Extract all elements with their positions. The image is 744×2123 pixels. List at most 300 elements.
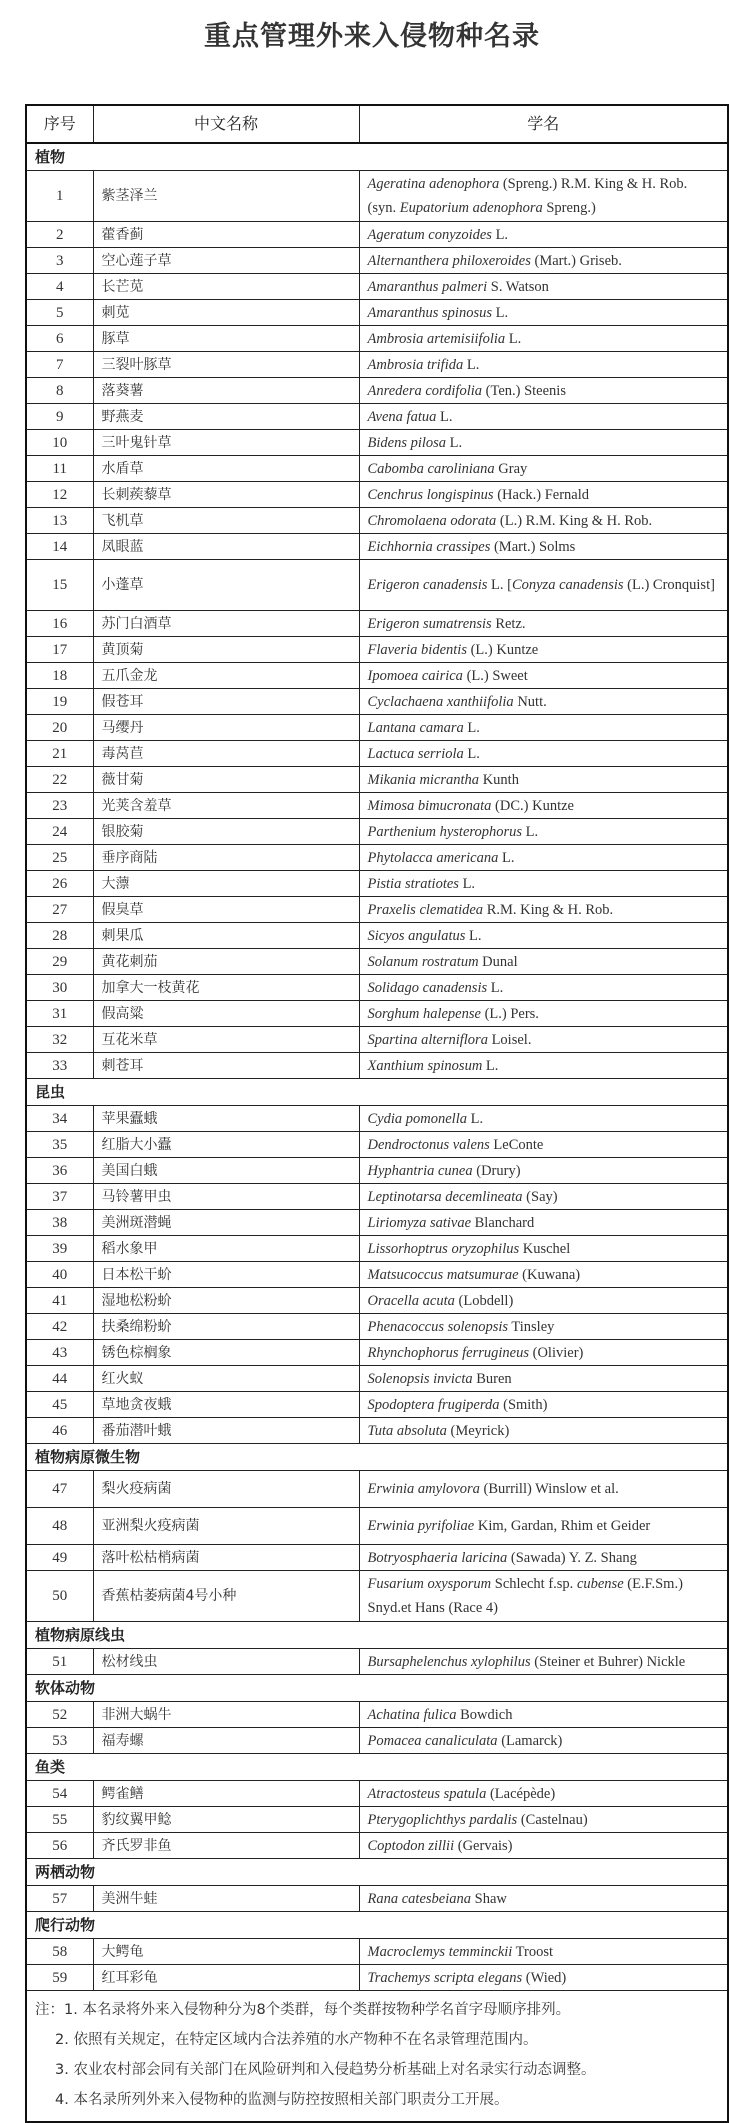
scientific-name-italic: Hyphantria cunea — [367, 1162, 473, 1179]
serial-number: 23 — [26, 793, 93, 819]
scientific-name-author: (L.) Kuntze — [466, 641, 539, 658]
scientific-name — [359, 1001, 728, 1027]
scientific-name-italic: Lissorhoptrus oryzophilus — [367, 1240, 520, 1257]
table-row — [26, 1236, 728, 1262]
chinese-name: 香蕉枯萎病菌4号小种 — [93, 1571, 359, 1622]
scientific-name-italic: Pistia stratiotes — [367, 875, 459, 892]
serial-number: 45 — [26, 1392, 93, 1418]
scientific-name-author: Retz. — [491, 615, 526, 632]
chinese-name: 互花米草 — [93, 1027, 359, 1053]
scientific-name — [359, 819, 728, 845]
chinese-name: 黄花刺茄 — [93, 949, 359, 975]
serial-number: 55 — [26, 1807, 93, 1833]
chinese-name: 加拿大一枝黄花 — [93, 975, 359, 1001]
table-row — [26, 819, 728, 845]
scientific-name-author: L. — [491, 226, 509, 243]
serial-number: 22 — [26, 767, 93, 793]
scientific-name-italic: Spartina alterniflora — [367, 1031, 488, 1048]
table-row — [26, 663, 728, 689]
scientific-name-author: (DC.) Kuntze — [491, 797, 574, 814]
serial-number: 6 — [26, 326, 93, 352]
scientific-name-italic: Mimosa bimucronata — [367, 797, 492, 814]
scientific-name-author: Spreng.) — [542, 200, 596, 216]
serial-number: 42 — [26, 1314, 93, 1340]
scientific-name-italic: Erwinia amylovora — [367, 1481, 480, 1497]
serial-number: 5 — [26, 300, 93, 326]
scientific-name — [359, 1027, 728, 1053]
scientific-name — [359, 923, 728, 949]
category-row — [26, 1444, 728, 1471]
chinese-name: 薇甘菊 — [93, 767, 359, 793]
table-row — [26, 1027, 728, 1053]
scientific-name — [359, 1210, 728, 1236]
table-row — [26, 897, 728, 923]
chinese-name: 大鳄龟 — [93, 1939, 359, 1965]
serial-number: 32 — [26, 1027, 93, 1053]
scientific-name — [359, 456, 728, 482]
scientific-name-author: L. — [498, 849, 515, 866]
chinese-name: 齐氏罗非鱼 — [93, 1833, 359, 1859]
scientific-name-italic: Tuta absoluta — [367, 1422, 447, 1439]
scientific-name-author: (Lobdell) — [454, 1292, 514, 1309]
note-line: 3. 农业农村部会同有关部门在风险研判和入侵趋势分析基础上对名录实行动态调整。 — [55, 2062, 596, 2078]
table-row — [26, 1939, 728, 1965]
scientific-name-italic: Cabomba caroliniana — [367, 460, 495, 477]
serial-number: 2 — [26, 222, 93, 248]
table-row — [26, 611, 728, 637]
scientific-name-author: L. — [463, 356, 480, 373]
scientific-name-italic: Parthenium hysterophorus — [367, 823, 523, 840]
table-row — [26, 845, 728, 871]
scientific-name-italic: Dendroctonus valens — [367, 1136, 490, 1153]
serial-number: 20 — [26, 715, 93, 741]
category-label: 爬行动物 — [26, 1912, 728, 1939]
scientific-name-italic: Bidens pilosa — [367, 434, 447, 451]
category-row — [26, 1754, 728, 1781]
scientific-name — [359, 1886, 728, 1912]
category-label: 植物 — [26, 143, 728, 171]
chinese-name: 美洲斑潜蝇 — [93, 1210, 359, 1236]
scientific-name — [359, 300, 728, 326]
scientific-name-author: S. Watson — [487, 278, 549, 295]
scientific-name-italic: Cenchrus longispinus — [367, 486, 494, 503]
scientific-name — [359, 248, 728, 274]
scientific-name-author: (L.) Pers. — [480, 1005, 539, 1022]
chinese-name: 五爪金龙 — [93, 663, 359, 689]
chinese-name: 长芒苋 — [93, 274, 359, 300]
chinese-name: 毒莴苣 — [93, 741, 359, 767]
scientific-name-author: (Drury) — [472, 1162, 521, 1179]
table-body — [26, 143, 728, 2122]
category-label: 昆虫 — [26, 1079, 728, 1106]
scientific-name-author: (Gervais) — [454, 1837, 513, 1854]
table-row — [26, 274, 728, 300]
serial-number: 30 — [26, 975, 93, 1001]
table-row — [26, 1366, 728, 1392]
scientific-name-author: L. — [465, 927, 482, 944]
serial-number: 56 — [26, 1833, 93, 1859]
table-row — [26, 1807, 728, 1833]
table-row — [26, 508, 728, 534]
category-row — [26, 1622, 728, 1649]
note-line: 2. 依照有关规定，在特定区域内合法养殖的水产物种不在名录管理范围内。 — [55, 2032, 538, 2048]
scientific-name — [359, 897, 728, 923]
category-label: 植物病原微生物 — [26, 1444, 728, 1471]
scientific-name-italic: Alternanthera philoxeroides — [367, 252, 531, 269]
scientific-name-author: (L.) Cronquist] — [623, 577, 715, 593]
category-row — [26, 1675, 728, 1702]
scientific-name-author: (Ten.) Steenis — [482, 382, 566, 399]
scientific-name — [359, 1106, 728, 1132]
chinese-name: 锈色棕榈象 — [93, 1340, 359, 1366]
scientific-name-author: (Kuwana) — [518, 1266, 581, 1283]
chinese-name: 美国白蛾 — [93, 1158, 359, 1184]
chinese-name: 凤眼蓝 — [93, 534, 359, 560]
table-row — [26, 1132, 728, 1158]
scientific-name-author: L. — [491, 304, 509, 321]
scientific-name — [359, 1965, 728, 1991]
table-row — [26, 1886, 728, 1912]
scientific-name-author: Kim, Gardan, Rhim et Geider — [474, 1518, 651, 1534]
chinese-name: 湿地松粉蚧 — [93, 1288, 359, 1314]
note-line: 4. 本名录所列外来入侵物种的监测与防控按照相关部门职责分工开展。 — [55, 2092, 509, 2108]
scientific-name — [359, 378, 728, 404]
chinese-name: 小蓬草 — [93, 560, 359, 611]
scientific-name-italic: Botryosphaeria laricina — [367, 1549, 508, 1566]
scientific-name — [359, 637, 728, 663]
scientific-name — [359, 1314, 728, 1340]
table-row — [26, 1965, 728, 1991]
serial-number: 15 — [26, 560, 93, 611]
scientific-name-italic: Solanum rostratum — [367, 953, 479, 970]
chinese-name: 美洲牛蛙 — [93, 1886, 359, 1912]
table-header — [26, 105, 728, 143]
chinese-name: 豹纹翼甲鲶 — [93, 1807, 359, 1833]
scientific-name — [359, 1236, 728, 1262]
page-title: 重点管理外来入侵物种名录 — [204, 21, 540, 52]
chinese-name: 马缨丹 — [93, 715, 359, 741]
chinese-name: 落叶松枯梢病菌 — [93, 1545, 359, 1571]
scientific-name — [359, 611, 728, 637]
chinese-name: 假臭草 — [93, 897, 359, 923]
scientific-name — [359, 715, 728, 741]
serial-number: 11 — [26, 456, 93, 482]
table-row — [26, 637, 728, 663]
scientific-name — [359, 871, 728, 897]
scientific-name-italic: Anredera cordifolia — [367, 382, 483, 399]
scientific-name-italic: Erigeron canadensis — [367, 577, 488, 593]
scientific-name-italic: Amaranthus spinosus — [367, 304, 492, 321]
serial-number: 8 — [26, 378, 93, 404]
scientific-name-italic: Cyclachaena xanthiifolia — [367, 693, 514, 710]
scientific-name — [359, 1053, 728, 1079]
scientific-name-italic: Liriomyza sativae — [367, 1214, 472, 1231]
scientific-name-italic: Praxelis clematidea — [367, 901, 484, 918]
table-row — [26, 1184, 728, 1210]
scientific-name-author: L. — [458, 875, 476, 892]
scientific-name-author: (Burrill) Winslow et al. — [479, 1481, 619, 1497]
serial-number: 16 — [26, 611, 93, 637]
scientific-name-italic: Solidago canadensis — [367, 979, 488, 996]
scientific-name-author: (Meyrick) — [446, 1422, 510, 1439]
table-row — [26, 1728, 728, 1754]
scientific-name-author: (Smith) — [499, 1396, 548, 1413]
scientific-name-author: L. — [446, 434, 463, 451]
table-row — [26, 1508, 728, 1545]
category-label: 两栖动物 — [26, 1859, 728, 1886]
scientific-name-italic: Solenopsis invicta — [367, 1370, 473, 1387]
scientific-name-author: L. [ — [487, 577, 512, 593]
table-row — [26, 793, 728, 819]
chinese-name: 福寿螺 — [93, 1728, 359, 1754]
scientific-name-author: (Spreng.) R.M. King & H. Rob. (syn. — [367, 176, 688, 216]
serial-number: 53 — [26, 1728, 93, 1754]
scientific-name — [359, 1158, 728, 1184]
scientific-name-author: Tinsley — [508, 1318, 555, 1335]
scientific-name-author: (Wied) — [522, 1969, 567, 1986]
serial-number: 17 — [26, 637, 93, 663]
scientific-name — [359, 845, 728, 871]
chinese-name: 马铃薯甲虫 — [93, 1184, 359, 1210]
scientific-name — [359, 741, 728, 767]
scientific-name-author: Blanchard — [471, 1214, 535, 1231]
scientific-name-italic: Fusarium oxysporum — [367, 1576, 492, 1592]
serial-number: 13 — [26, 508, 93, 534]
serial-number: 26 — [26, 871, 93, 897]
header-sci: 学名 — [359, 105, 728, 143]
category-row — [26, 1859, 728, 1886]
chinese-name: 黄顶菊 — [93, 637, 359, 663]
scientific-name — [359, 1649, 728, 1675]
scientific-name — [359, 1132, 728, 1158]
serial-number: 57 — [26, 1886, 93, 1912]
table-row — [26, 378, 728, 404]
scientific-name-italic: Pomacea canaliculata — [367, 1732, 498, 1749]
scientific-name — [359, 1471, 728, 1508]
table-row — [26, 1833, 728, 1859]
chinese-name: 三叶鬼针草 — [93, 430, 359, 456]
scientific-name-author: L. — [436, 408, 453, 425]
table-row — [26, 923, 728, 949]
scientific-name — [359, 1781, 728, 1807]
scientific-name-author: L. — [505, 330, 522, 347]
scientific-name — [359, 1807, 728, 1833]
scientific-name — [359, 663, 728, 689]
chinese-name: 草地贪夜蛾 — [93, 1392, 359, 1418]
scientific-name — [359, 508, 728, 534]
scientific-name — [359, 1418, 728, 1444]
scientific-name-italic: Eichhornia crassipes — [367, 538, 491, 555]
scientific-name — [359, 534, 728, 560]
serial-number: 41 — [26, 1288, 93, 1314]
scientific-name-italic: Spodoptera frugiperda — [367, 1396, 500, 1413]
table-row — [26, 1392, 728, 1418]
scientific-name — [359, 1366, 728, 1392]
chinese-name: 大薸 — [93, 871, 359, 897]
scientific-name — [359, 1728, 728, 1754]
serial-number: 46 — [26, 1418, 93, 1444]
scientific-name-author: L. — [522, 823, 539, 840]
scientific-name-author: Bowdich — [456, 1706, 513, 1723]
scientific-name-italic: Oracella acuta — [367, 1292, 455, 1309]
chinese-name: 光荚含羞草 — [93, 793, 359, 819]
scientific-name-italic: Sorghum halepense — [367, 1005, 481, 1022]
scientific-name-italic: Ambrosia trifida — [367, 356, 464, 373]
scientific-name-italic: Rhynchophorus ferrugineus — [367, 1344, 529, 1361]
scientific-name — [359, 274, 728, 300]
scientific-name-author: Shaw — [471, 1890, 507, 1907]
scientific-name-italic: Flaveria bidentis — [367, 641, 467, 658]
scientific-name-author: L. — [487, 979, 504, 996]
chinese-name: 飞机草 — [93, 508, 359, 534]
chinese-name: 长刺蒺藜草 — [93, 482, 359, 508]
chinese-name: 紫茎泽兰 — [93, 171, 359, 222]
chinese-name: 松材线虫 — [93, 1649, 359, 1675]
scientific-name — [359, 1939, 728, 1965]
scientific-name-author: Schlecht f.sp. — [491, 1576, 577, 1592]
scientific-name — [359, 1288, 728, 1314]
serial-number: 1 — [26, 171, 93, 222]
table-row — [26, 1545, 728, 1571]
scientific-name-italic: Leptinotarsa decemlineata — [367, 1188, 523, 1205]
table-row — [26, 1340, 728, 1366]
table-row — [26, 171, 728, 222]
serial-number: 31 — [26, 1001, 93, 1027]
serial-number: 50 — [26, 1571, 93, 1622]
serial-number: 12 — [26, 482, 93, 508]
serial-number: 21 — [26, 741, 93, 767]
serial-number: 28 — [26, 923, 93, 949]
chinese-name: 日本松干蚧 — [93, 1262, 359, 1288]
scientific-name — [359, 1702, 728, 1728]
table-row — [26, 715, 728, 741]
chinese-name: 银胶菊 — [93, 819, 359, 845]
scientific-name-author: Dunal — [478, 953, 518, 970]
scientific-name — [359, 326, 728, 352]
scientific-name-italic: Phytolacca americana — [367, 849, 499, 866]
serial-number: 7 — [26, 352, 93, 378]
scientific-name-italic: Ageratum conyzoides — [367, 226, 492, 243]
scientific-name-author: (Say) — [522, 1188, 558, 1205]
scientific-name — [359, 560, 728, 611]
chinese-name: 水盾草 — [93, 456, 359, 482]
serial-number: 51 — [26, 1649, 93, 1675]
chinese-name: 藿香蓟 — [93, 222, 359, 248]
scientific-name-author: L. — [463, 719, 480, 736]
scientific-name-italic: Conyza canadensis — [511, 577, 624, 593]
scientific-name-author: (Lacépède) — [486, 1785, 556, 1802]
category-label: 鱼类 — [26, 1754, 728, 1781]
table-row — [26, 560, 728, 611]
table-row — [26, 326, 728, 352]
serial-number: 19 — [26, 689, 93, 715]
scientific-name-italic: Pterygoplichthys pardalis — [367, 1811, 518, 1828]
scientific-name-author: Troost — [512, 1943, 554, 1960]
table-row — [26, 430, 728, 456]
serial-number: 58 — [26, 1939, 93, 1965]
chinese-name: 空心莲子草 — [93, 248, 359, 274]
scientific-name-italic: Sicyos angulatus — [367, 927, 466, 944]
scientific-name-author: (Lamarck) — [497, 1732, 563, 1749]
serial-number: 24 — [26, 819, 93, 845]
scientific-name-author: Buren — [472, 1370, 512, 1387]
scientific-name-italic: Matsucoccus matsumurae — [367, 1266, 519, 1283]
serial-number: 10 — [26, 430, 93, 456]
scientific-name-italic: Macroclemys temminckii — [367, 1943, 513, 1960]
scientific-name — [359, 689, 728, 715]
table-row — [26, 248, 728, 274]
serial-number: 37 — [26, 1184, 93, 1210]
scientific-name-italic: Avena fatua — [367, 408, 437, 425]
chinese-name: 假高粱 — [93, 1001, 359, 1027]
scientific-name-author: Loisel. — [487, 1031, 532, 1048]
table-row — [26, 1106, 728, 1132]
category-label: 软体动物 — [26, 1675, 728, 1702]
table-row — [26, 352, 728, 378]
table-row — [26, 689, 728, 715]
table-row — [26, 1053, 728, 1079]
table-row — [26, 1210, 728, 1236]
table-row — [26, 1781, 728, 1807]
table-row — [26, 222, 728, 248]
chinese-name: 扶桑绵粉蚧 — [93, 1314, 359, 1340]
scientific-name — [359, 1340, 728, 1366]
scientific-name-author: (Castelnau) — [517, 1811, 588, 1828]
scientific-name-author: (Hack.) Fernald — [493, 486, 589, 503]
notes — [26, 1991, 728, 2123]
scientific-name-italic: cubense — [576, 1576, 624, 1592]
header-cn: 中文名称 — [93, 105, 359, 143]
category-row — [26, 1079, 728, 1106]
scientific-name-italic: Eupatorium adenophora — [399, 200, 543, 216]
scientific-name-italic: Amaranthus palmeri — [367, 278, 488, 295]
chinese-name: 梨火疫病菌 — [93, 1471, 359, 1508]
chinese-name: 红火蚁 — [93, 1366, 359, 1392]
scientific-name-author: R.M. King & H. Rob. — [483, 901, 614, 918]
scientific-name-italic: Erigeron sumatrensis — [367, 615, 492, 632]
note-line: 注：1. 本名录将外来入侵物种分为8个类群，每个类群按物种学名首字母顺序排列。 — [35, 2002, 571, 2018]
scientific-name-italic: Ipomoea cairica — [367, 667, 463, 684]
table-row — [26, 871, 728, 897]
scientific-name-italic: Ambrosia artemisiifolia — [367, 330, 506, 347]
scientific-name-italic: Mikania micrantha — [367, 771, 480, 788]
serial-number: 34 — [26, 1106, 93, 1132]
scientific-name — [359, 1262, 728, 1288]
scientific-name-italic: Phenacoccus solenopsis — [367, 1318, 509, 1335]
scientific-name-italic: Trachemys scripta elegans — [367, 1969, 523, 1986]
chinese-name: 野燕麦 — [93, 404, 359, 430]
table-row — [26, 767, 728, 793]
chinese-name: 刺苋 — [93, 300, 359, 326]
scientific-name-author: Kunth — [479, 771, 519, 788]
chinese-name: 假苍耳 — [93, 689, 359, 715]
chinese-name: 垂序商陆 — [93, 845, 359, 871]
serial-number: 4 — [26, 274, 93, 300]
table-row — [26, 1001, 728, 1027]
scientific-name-author: (Sawada) Y. Z. Shang — [507, 1549, 637, 1566]
table-row — [26, 534, 728, 560]
scientific-name-author: (L.) Sweet — [462, 667, 528, 684]
table-row — [26, 1158, 728, 1184]
scientific-name — [359, 1508, 728, 1545]
serial-number: 18 — [26, 663, 93, 689]
scientific-name — [359, 171, 728, 222]
scientific-name-italic: Rana catesbeiana — [367, 1890, 471, 1907]
scientific-name-author: L. — [466, 1110, 484, 1127]
scientific-name — [359, 430, 728, 456]
serial-number: 48 — [26, 1508, 93, 1545]
notes-row — [26, 1991, 728, 2123]
